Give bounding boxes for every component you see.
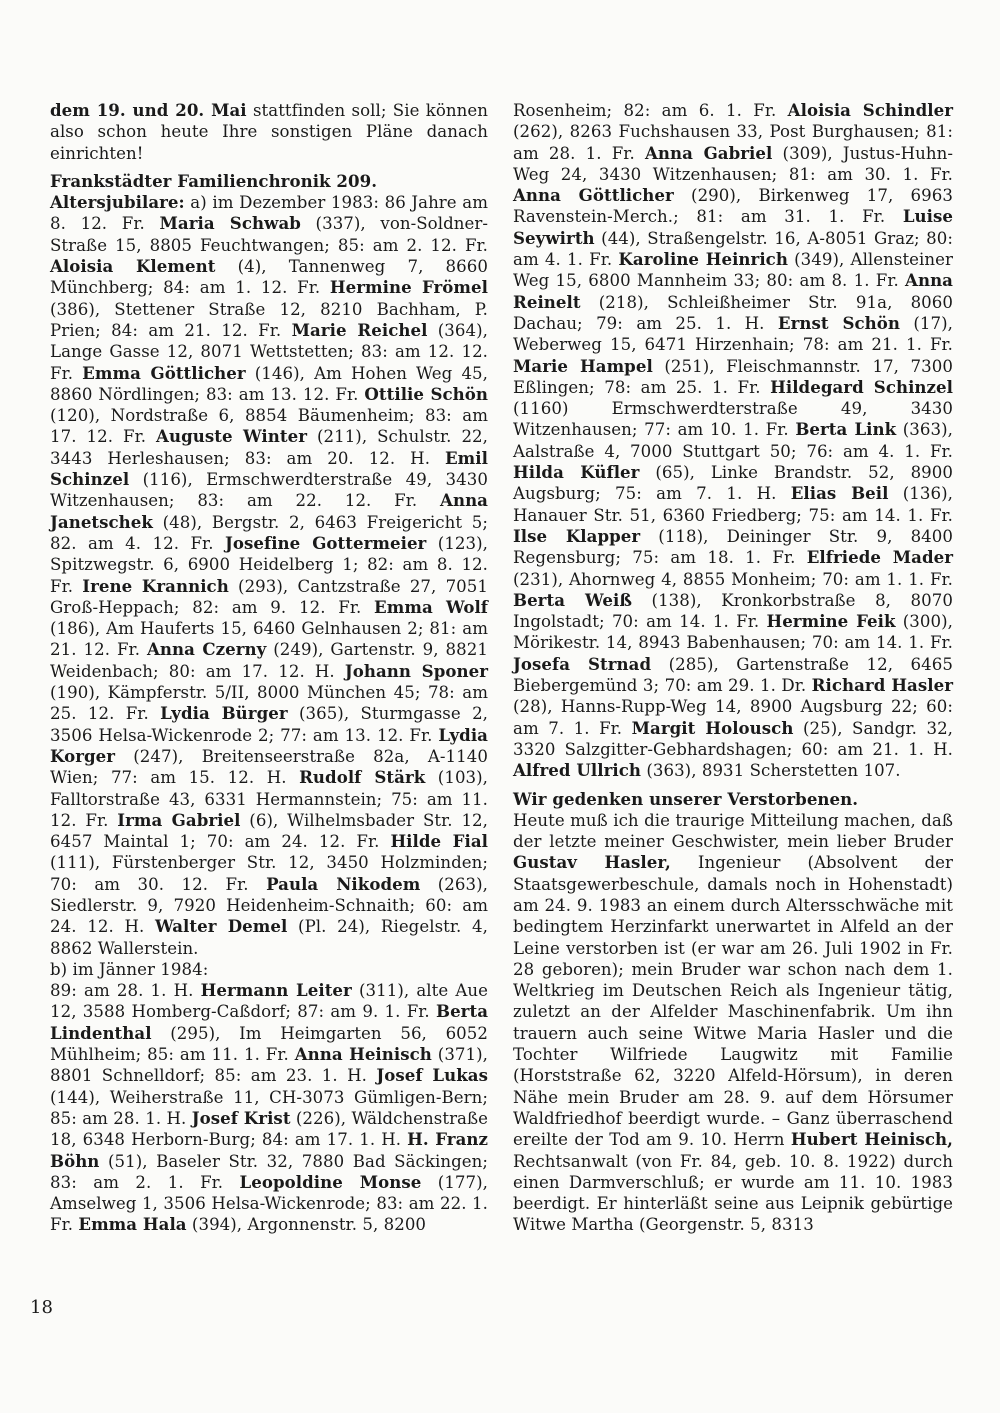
jubilee-january-paragraph (50, 980, 488, 1236)
person-name: Anna Czerny (146, 639, 267, 660)
text-run: (17), Weberweg 15, 6471 Hirzenhain; 78: am 21. 1. Fr. (513, 313, 953, 355)
person-name: Emma Hala (78, 1214, 187, 1235)
text-run: (120), Nordstraße 6, 8854 Bäumenheim; 83: am 17. 12. Fr. (50, 406, 488, 447)
text-run: (1160) Ermschwerdterstraße 49, 3430 Witzenhausen; 77: am 10. 1. Fr. (513, 399, 953, 440)
text-run: Rosenheim; 82: am 6. 1. Fr. (513, 101, 788, 120)
text-run: (116), Ermschwerdterstraße 49, 3430 Witzenhausen; 83: am 22. 12. Fr. (50, 470, 488, 511)
person-name: Josefa Strnad (513, 653, 652, 674)
person-name: Margit Holousch (631, 717, 794, 738)
chronicle-heading: Frankstädter Familienchronik 209. (50, 170, 378, 191)
person-name: Marie Hampel (513, 355, 653, 376)
text-run: (111), Fürstenberger Str. 12, 3450 Holzminden; 70: am 30. 12. Fr. (50, 853, 488, 894)
text-run: (177), Amselweg 1, 3506 Helsa-Wickenrode; 83: am 22. 1. Fr. (50, 1172, 488, 1235)
person-name: Paula Nikodem (266, 873, 421, 894)
person-name: Berta Lindenthal (50, 1001, 488, 1043)
text-run: (186), Am Hauferts 15, 6460 Gelnhausen 2; 81: am 21. 12. Fr. (50, 619, 488, 660)
text-run: Rechtsanwalt (von Fr. 84, geb. 10. 8. 1922) durch einen Darmverschluß; er wurde am 11. 10. 1983 beerdigt. Er hinterläßt seine aus Leipnik gebürtige Witwe Martha (Georgenstr. 5, 8313 (513, 1151, 953, 1235)
text-run: (65), Linke Brandstr. 52, 8900 Augsburg; 75: am 7. 1. H. (513, 463, 953, 504)
person-name: Elfriede Mader (806, 547, 954, 568)
text-run: (293), Cantzstraße 27, 7051 Groß-Heppach; 82: am 9. 12. Fr. (50, 576, 488, 617)
person-name: Lydia Korger (50, 724, 488, 766)
text-run: (309), Justus-Huhn-Weg 24, 3430 Witzenhausen; 81: am 30. 1. Fr. (513, 143, 953, 184)
text-run: (226), Wäldchenstraße 18, 6348 Herborn-Burg; 84: am 17. 1. H. (50, 1108, 489, 1150)
person-name: Maria Schwab (159, 213, 301, 234)
person-name: Rudolf Stärk (299, 767, 426, 788)
text-run: (311), alte Aue 12, 3588 Homberg-Caßdorf; 87: am 9. 1. Fr. (50, 981, 488, 1022)
person-name: Emil Schinzel (50, 447, 488, 490)
jubilee-heading: Altersjubilare: (50, 192, 185, 213)
person-name: Gustav Hasler, (513, 852, 671, 873)
text-run: (123), Spitzwegstr. 6, 6900 Heidelberg 1; 82: am 8. 12. Fr. (50, 533, 488, 596)
person-name: Walter Demel (155, 916, 288, 937)
person-name: Leopoldine Monse (239, 1171, 422, 1192)
person-name: Berta Weiß (513, 589, 632, 610)
text-run: (386), Stettener Straße 12, 8210 Bachham, P. Prien; 84: am 21. 12. Fr. (50, 299, 488, 340)
text-run: stattfinden soll; Sie können also schon heute Ihre sonstigen Pläne danach einrichten! (50, 101, 488, 163)
person-name: Josef Lukas (376, 1065, 489, 1086)
intro-paragraph (50, 100, 488, 164)
text-run: (365), Sturmgasse 2, 3506 Helsa-Wickenrode 2; 77: am 13. 12. Fr. (50, 704, 488, 745)
text-run: (363), 8931 Scherstetten 107. (641, 761, 901, 781)
text-run: (285), Gartenstraße 12, 6465 Biebergemünd 3; 70: am 29. 1. Dr. (513, 654, 953, 696)
person-name: Alfred Ullrich (513, 760, 641, 781)
person-name: Hubert Heinisch, (790, 1129, 953, 1150)
person-name: Hilda Küfler (513, 462, 640, 483)
person-name: Ilse Klapper (513, 525, 641, 546)
text-run: (25), Sandgr. 32, 3320 Salzgitter-Gebhardshagen; 60: am 21. 1. H. (513, 718, 953, 759)
person-name: Irene Krannich (82, 575, 229, 596)
person-name: Hermann Leiter (200, 980, 352, 1001)
person-name: Elias Beil (790, 483, 889, 504)
person-name: Anna Göttlicher (513, 185, 674, 206)
text-run: (295), Im Heimgarten 56, 6052 Mühlheim; 85: am 11. 1. Fr. (50, 1023, 488, 1065)
text-run: a) im Dezember 1983: 86 Jahre am 8. 12. Fr. (50, 193, 488, 234)
text-run: (363), Aalstraße 4, 7000 Stuttgart 50; 76: am 4. 1. Fr. (513, 420, 953, 461)
text-run: (394), Argonnenstr. 5, 8200 (186, 1215, 427, 1235)
text-run: (4), Tannenweg 7, 8660 Münchberg; 84: am 1. 12. Fr. (50, 257, 488, 298)
text-run: (249), Gartenstr. 9, 8821 Weidenbach; 80: am 17. 12. H. (50, 640, 488, 681)
text-run: (190), Kämpferstr. 5/II, 8000 München 45; 78: am 25. 12. Fr. (50, 683, 488, 724)
person-name: Irma Gabriel (117, 809, 241, 830)
person-name: Karoline Heinrich (618, 249, 788, 270)
text-run: (290), Birkenweg 17, 6963 Ravenstein-Merch.; 81: am 31. 1. Fr. (513, 186, 953, 227)
text-run: (6), Wilhelmsbader Str. 12, 6457 Maintal 1; 70: am 24. 12. Fr. (50, 810, 488, 852)
text-run: (337), von-Soldner-Straße 15, 8805 Feuchtwangen; 85: am 2. 12. Fr. (50, 214, 488, 255)
text-run: (300), Mörikestr. 14, 8943 Babenhausen; 70: am 14. 1. Fr. (513, 612, 953, 653)
person-name: Lydia Bürger (160, 703, 288, 724)
person-name: Anna Janetschek (50, 490, 488, 532)
text-run: Ingenieur (Absolvent der Staatsgewerbeschule, damals noch in Hohenstadt) am 24. 9. 1983 an einem durch Altersschwäche mit bedingtem Herzinfarkt unerwartet in Alfeld an der Leine verstorben ist (er war am 26. Juli 1902 in Fr. 28 geboren); mein Bruder war schon nach dem 1. Weltkrieg im Deutschen Reich als Ingenieur tätig, zuletzt an der Alfelder Maschinenfabrik. Um ihn trauern auch seine Witwe Maria Hasler und die Tochter Wilfriede Laugwitz mit Familie (Horststraße 62, 3220 Alfeld-Hörsum), in deren Nähe mein Bruder am 28. 9. auf dem Hörsumer Waldfriedhof beerdigt wurde. – Ganz überraschend ereilte der Tod am 9. 10. Herrn (513, 853, 953, 1150)
text-run: (136), Hanauer Str. 51, 6360 Friedberg; 75: am 14. 1. Fr. (513, 484, 953, 525)
person-name: Johann Sponer (344, 660, 488, 681)
text-run: (44), Straßengelstr. 16, A-8051 Graz; 80: am 4. 1. Fr. (513, 228, 953, 270)
text-run: (146), Am Hohen Weg 45, 8860 Nördlingen; 83: am 13. 12. Fr. (50, 363, 488, 404)
person-name: Emma Wolf (374, 596, 488, 617)
person-name: Hildegard Schinzel (770, 376, 953, 397)
person-name: Aloisia Klement (50, 256, 216, 277)
person-name: Anna Gabriel (644, 142, 773, 163)
jubilee-december-paragraph (50, 192, 488, 959)
person-name: dem 19. und 20. Mai (50, 100, 247, 120)
jubilee-december-list (50, 193, 488, 957)
person-name: Aloisia Schindler (787, 100, 953, 120)
right-column (513, 100, 953, 1236)
person-name: Emma Göttlicher (82, 362, 246, 383)
text-run: (251), Fleischmannstr. 17, 7300 Eßlingen; 78: am 25. 1. Fr. (513, 356, 953, 397)
person-name: Anna Reinelt (513, 270, 953, 312)
person-name: Marie Reichel (291, 319, 428, 340)
person-name: Ernst Schön (777, 312, 901, 333)
text-run: (218), Schleißheimer Str. 91a, 8060 Dachau; 79: am 25. 1. H. (513, 292, 953, 333)
text-run: (364), Lange Gasse 12, 8071 Wettstetten; 83: am 12. 12. Fr. (50, 320, 488, 383)
text-run: (211), Schulstr. 22, 3443 Herleshausen; 83: am 20. 12. H. (50, 427, 488, 468)
text-run: (231), Ahornweg 4, 8855 Monheim; 70: am 1. 1. Fr. (513, 569, 953, 589)
person-name: Hermine Frömel (329, 277, 488, 298)
page-number: 18 (30, 1297, 53, 1318)
person-name: Josef Krist (191, 1107, 291, 1128)
text-run: (263), Siedlerstr. 9, 7920 Heidenheim-Schnaith; 60: am 24. 12. H. (50, 874, 488, 937)
obituary-paragraph (513, 810, 953, 1236)
person-name: Auguste Winter (156, 426, 307, 447)
text-run: (118), Deininger Str. 9, 8400 Regensburg; 75: am 18. 1. Fr. (513, 526, 953, 568)
obituary-heading: Wir gedenken unserer Verstorbenen. (513, 788, 859, 809)
person-name: Josefine Gottermeier (224, 532, 427, 553)
text-run: (144), Weiherstraße 11, CH-3073 Gümligen-Bern; 85: am 28. 1. H. (50, 1087, 488, 1128)
january-label: b) im Jänner 1984: (50, 959, 209, 979)
text-run: (48), Bergstr. 2, 6463 Freigericht 5; 82. am 4. 12. Fr. (50, 512, 488, 553)
text-run: (28), Hanns-Rupp-Weg 14, 8900 Augsburg 22; 60: am 7. 1. Fr. (513, 697, 953, 738)
person-name: Ottilie Schön (364, 383, 488, 404)
text-run: (349), Allensteiner Weg 15, 6800 Mannheim 33; 80: am 8. 1. Fr. (513, 250, 953, 291)
text-run: 89: am 28. 1. H. (50, 981, 201, 1001)
text-run: (247), Breitenseerstraße 82a, A-1140 Wien; 77: am 15. 12. H. (50, 746, 488, 788)
text-run: Heute muß ich die traurige Mitteilung machen, daß der letzte meiner Geschwister, mein lieber Bruder (513, 810, 953, 852)
person-name: Anna Heinisch (294, 1044, 432, 1065)
person-name: Hilde Fial (390, 831, 488, 852)
jubilee-continued-paragraph (513, 100, 953, 782)
person-name: H. Franz Böhn (50, 1129, 488, 1171)
text-run: (371), 8801 Schnelldorf; 85: am 23. 1. H. (50, 1045, 488, 1086)
person-name: Berta Link (795, 419, 897, 440)
text-run: (138), Kronkorbstraße 8, 8070 Ingolstadt; 70: am 14. 1. Fr. (513, 590, 953, 632)
person-name: Richard Hasler (811, 675, 953, 696)
left-column (50, 100, 488, 1236)
person-name: Hermine Feik (766, 611, 896, 632)
person-name: Luise Seywirth (513, 206, 953, 248)
text-run: (51), Baseler Str. 32, 7880 Bad Säckingen; 83: am 2. 1. Fr. (50, 1151, 488, 1192)
text-run: (262), 8263 Fuchshausen 33, Post Burghausen; 81: am 28. 1. Fr. (513, 122, 953, 163)
text-run: (Pl. 24), Riegelstr. 4, 8862 Wallerstein. (50, 917, 488, 958)
text-run: (103), Falltorstraße 43, 6331 Hermannstein; 75: am 11. 12. Fr. (50, 768, 489, 830)
